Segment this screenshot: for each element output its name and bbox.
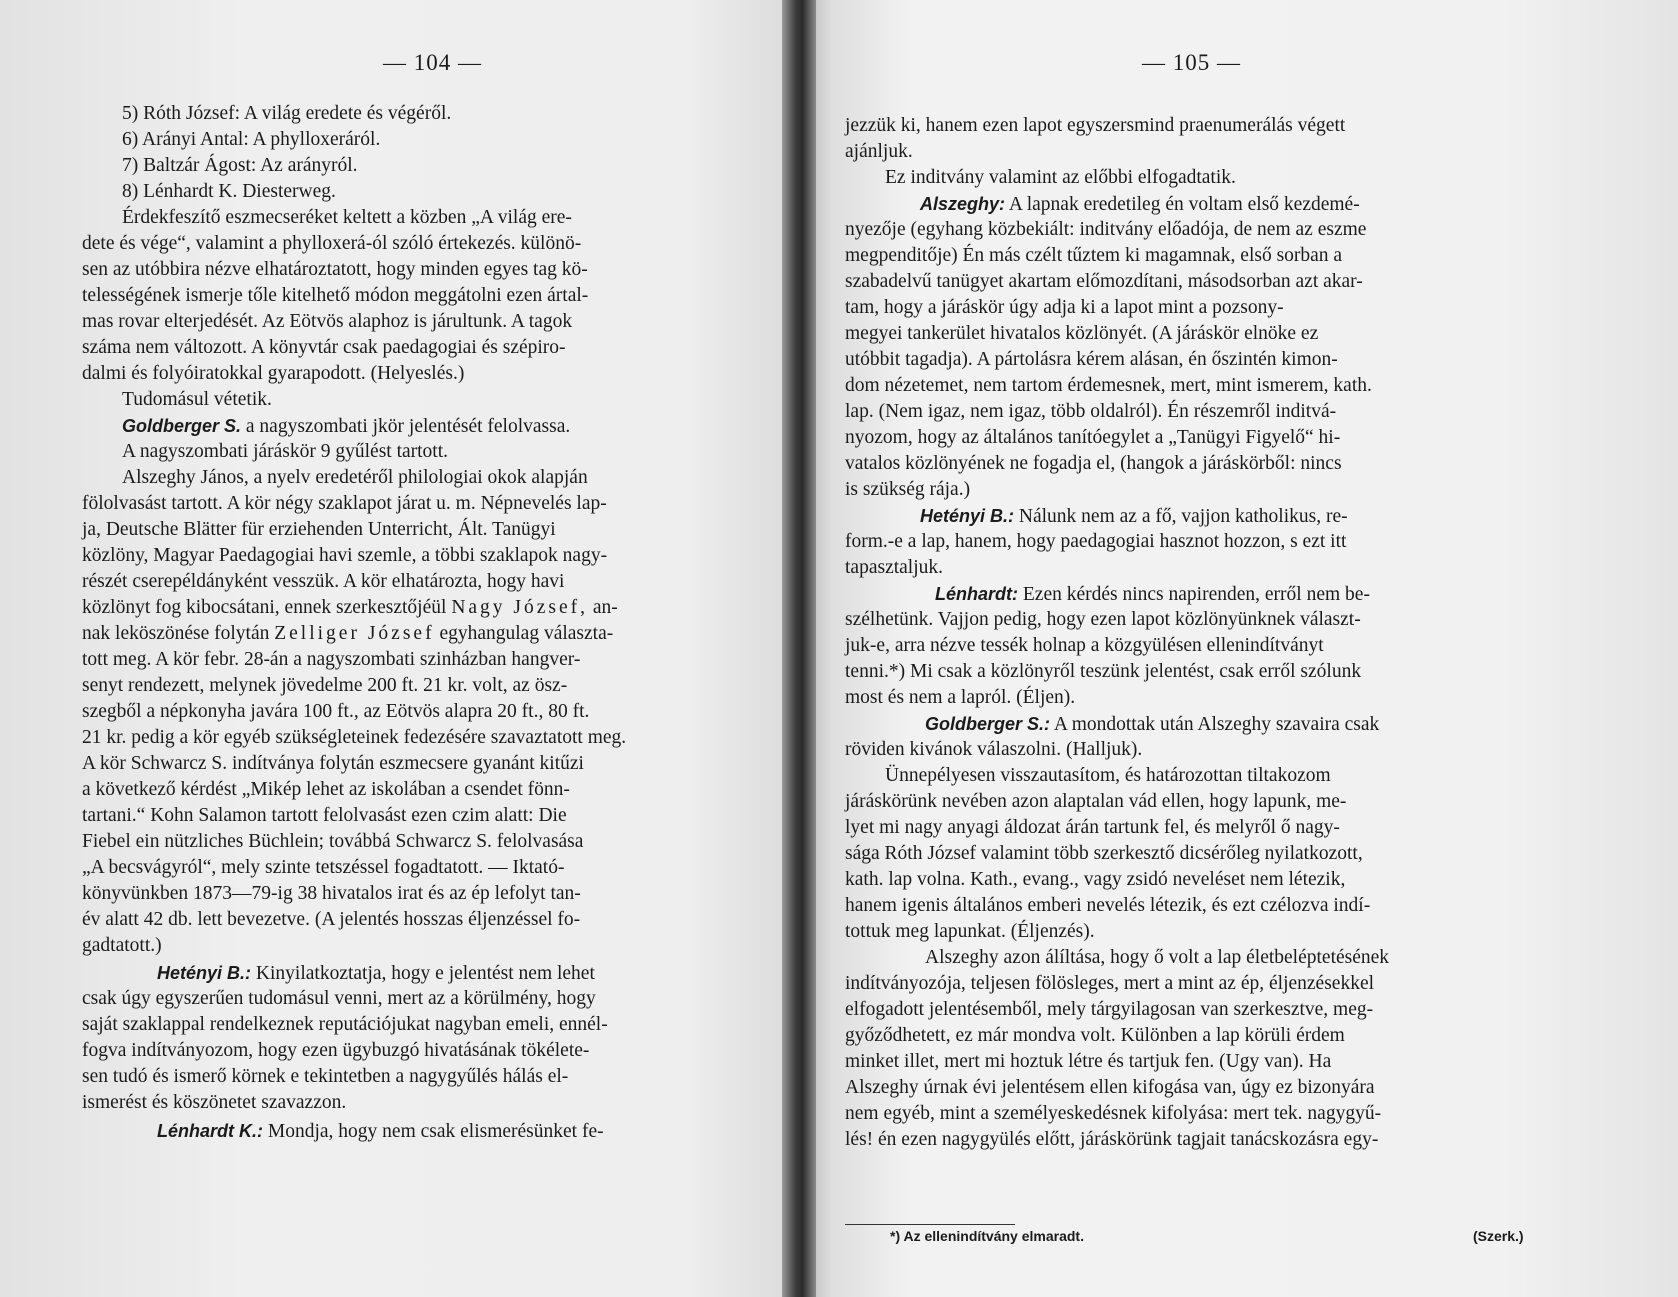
text-line: indítványozója, teljesen fölösleges, mert a mint az ép, éljenzésekkel <box>845 973 1375 994</box>
text-line: 5) Róth József: A világ eredete és végéről. <box>122 103 452 124</box>
text-line: hanem igenis általános emberi nevelés létezik, és ezt czélozva indí- <box>845 895 1371 916</box>
text-line: juk-e, arra nézve tessék holnap a közgyülésen ellenindítványt <box>845 635 1324 656</box>
text-line: megyei tankerület hivatalos közlönyét. (A járáskör elnöke ez <box>845 323 1319 344</box>
text-line: ajánljuk. <box>845 141 913 162</box>
text-line: Nálunk nem az a fő, vajjon katholikus, re- <box>1018 506 1348 527</box>
text-line: „A becsvágyról“, mely szinte tetszéssel fogadtatott. — Iktató- <box>82 857 565 878</box>
text-line: közlönyt fog kibocsátani, ennek szerkesztőjéül <box>82 597 447 618</box>
text-line: gadtatott.) <box>82 935 162 956</box>
text-line: Érdekfeszítő eszmecseréket keltett a közben „A világ ere- <box>122 207 572 228</box>
speaker-name: Alszeghy: <box>920 194 1006 214</box>
left-page <box>0 0 806 1297</box>
text-line: jezzük ki, hanem ezen lapot egyszersmind praenumerálás végett <box>845 115 1346 136</box>
text-line: fölolvasást tartott. A kör négy szaklapot járat u. m. Népnevelés lap- <box>82 493 607 514</box>
text-line: sen tudó és ismerő körnek e tekintetben a nagygyűlés hálás el- <box>82 1066 569 1087</box>
text-line: megpenditője) Én más czélt tűztem ki magamnak, első sorban a <box>845 245 1343 266</box>
text-line: részét cserepéldányként vesszük. A kör elhatározta, hogy havi <box>82 571 565 592</box>
speaker-line <box>82 960 595 987</box>
text-line: könyvünkben 1873—79-ig 38 hivatalos irat és az ép lefolyt tan- <box>82 883 581 904</box>
text-line: tartani.“ Kohn Salamon tartott felolvasást ezen czim alatt: Die <box>82 805 567 826</box>
text-line: telességének ismerje tőle kitelhető módon meggátolni ezen ártal- <box>82 285 589 306</box>
speaker-line <box>845 581 1370 608</box>
text-line: csak úgy egyszerűen tudomásul venni, mert az a körülmény, hogy <box>82 988 596 1009</box>
speaker-name: Goldberger S.: <box>925 714 1051 734</box>
page-number-left: — 104 — <box>383 50 482 75</box>
speaker-line <box>82 413 570 440</box>
speaker-name: Lénhardt: <box>935 584 1018 604</box>
text-line: Ez inditvány valamint az előbbi elfogadtatik. <box>885 167 1236 188</box>
text-line: röviden kivánok válaszolni. (Halljuk). <box>845 739 1143 760</box>
text-line: egyhangulag választa- <box>439 623 614 644</box>
text-line: 7) Baltzár Ágost: Az arányról. <box>122 155 358 176</box>
text-line: lyet mi nagy anyagi áldozat árán tartunk fel, és melyről ő nagy- <box>845 817 1340 838</box>
text-line: 8) Lénhardt K. Diesterweg. <box>122 181 336 202</box>
speaker-line <box>845 711 1379 738</box>
text-line: A kör Schwarcz S. indítványa folytán eszmecsere gyanánt kitűzi <box>82 753 584 774</box>
text-line: nem egyéb, mint a személyeskedésnek kifolyása: mert tek. nagygyű- <box>845 1103 1382 1124</box>
footnote-editor-note: (Szerk.) <box>1473 1228 1524 1244</box>
text-line: vatalos közlönyének ne fogadja el, (hangok a járáskörből: nincs <box>845 453 1342 474</box>
text-line: tenni.*) Mi csak a közlönyről teszünk jelentést, csak erről szólunk <box>845 661 1362 682</box>
text-line: év alatt 42 db. lett bevezetve. (A jelentés hosszas éljenzéssel fo- <box>82 909 581 930</box>
speaker-line <box>845 191 1360 218</box>
text-line: Ezen kérdés nincs napirenden, erről nem be- <box>1022 584 1370 605</box>
text-line: ismerést és köszönetet szavazzon. <box>82 1092 347 1113</box>
text-line: utóbbit tagadja). A pártolásra kérem alásan, én őszintén kimon- <box>845 349 1338 370</box>
text-line: minket illet, mert mi hoztuk létre és tartjuk fen. (Ugy van). Ha <box>845 1051 1332 1072</box>
text-line: tott meg. A kör febr. 28-án a nagyszombati szinházban hangver- <box>82 649 581 670</box>
text-line: 21 kr. pedig a kör egyéb szükségleteinek fedezésére szavaztatott meg. <box>82 727 627 748</box>
text-line: a nagyszombati jkör jelentését felolvassa. <box>245 416 571 437</box>
footnote: *) Az ellenindítvány elmaradt. <box>890 1228 1084 1244</box>
text-line: form.-e a lap, hanem, hogy paedagogiai hasznot hozzon, s ezt itt <box>845 531 1347 552</box>
text-line: sága Róth József valamint több szerkesztő dicsérőleg nyilatkozott, <box>845 843 1363 864</box>
text-line: dalmi és folyóiratokkal gyarapodott. (Helyeslés.) <box>82 363 465 384</box>
text-line: dete és vége“, valamint a phylloxerá-ól szóló értekezés. különö- <box>82 233 582 254</box>
speaker-line <box>82 1118 604 1145</box>
text-line: A lapnak eredetileg én voltam első kezdemé- <box>1008 194 1360 215</box>
speaker-name: Goldberger S. <box>122 416 242 436</box>
speaker-name: Hetényi B.: <box>157 963 252 983</box>
text-line: Alszeghy azon álíltása, hogy ő volt a lap életbeléptetésének <box>925 947 1390 968</box>
text-line: mas rovar elterjedését. Az Eötvös alaphoz is járultunk. A tagok <box>82 311 573 332</box>
text-line: Mondja, hogy nem csak elismerésünket fe- <box>267 1121 604 1142</box>
text-line-with-name <box>82 621 613 647</box>
text-line: közlöny, Magyar Paedagogiai havi szemle, a többi szaklapok nagy- <box>82 545 608 566</box>
text-line: nyozom, hogy az általános tanítóegylet a „Tanügyi Figyelő“ hi- <box>845 427 1341 448</box>
text-line: elfogadott jelentésemből, mely tárgyilagosan van szerkesztve, meg- <box>845 999 1374 1020</box>
text-line: szabadelvű tanügyet akartam előmozdítani, másodsorban azt akar- <box>845 271 1363 292</box>
text-line: Kinyilatkoztatja, hogy e jelentést nem lehet <box>255 963 595 984</box>
speaker-name: Lénhardt K.: <box>157 1121 263 1141</box>
text-line: Fiebel ein nützliches Büchlein; továbbá Schwarcz S. felolvasása <box>82 831 584 852</box>
speaker-line <box>845 503 1348 530</box>
footnote-rule <box>845 1224 1015 1225</box>
text-line: dom nézetemet, nem tartom érdemesnek, mert, mint ismerem, kath. <box>845 375 1372 396</box>
text-line: tottuk meg lapunkat. (Éljenzés). <box>845 921 1095 942</box>
text-line: A nagyszombati járáskör 9 gyűlést tartott. <box>122 441 449 462</box>
hyphen-fragment: an- <box>592 597 618 618</box>
text-line: 6) Arányi Antal: A phylloxeráról. <box>122 129 381 150</box>
text-line: nak leköszönése folytán <box>82 623 270 644</box>
text-line: száma nem változott. A könyvtár csak paedagogiai és szépiro- <box>82 337 566 358</box>
text-line: fogva indítványozom, hogy ezen ügybuzgó hivatásának tökélete- <box>82 1040 590 1061</box>
text-line: Ünnepélyesen visszautasítom, és határozottan tiltakozom <box>885 765 1331 786</box>
text-line: ja, Deutsche Blätter für erziehenden Unterricht, Ált. Tanügyi <box>82 519 556 540</box>
text-line: tapasztaljuk. <box>845 557 944 578</box>
text-line: Alszeghy János, a nyelv eredetéről philologiai okok alapján <box>122 467 588 488</box>
text-line: Alszeghy úrnak évi jelentésem ellen kifogása van, úgy ez bizonyára <box>845 1077 1375 1098</box>
text-line: is szükség rája.) <box>845 479 971 500</box>
text-line-with-name <box>82 595 618 621</box>
text-line: szélhetünk. Vajjon pedig, hogy ezen lapot közlönyünknek választ- <box>845 609 1361 630</box>
speaker-name: Hetényi B.: <box>920 506 1015 526</box>
spaced-name: Zelliger József <box>274 623 435 644</box>
text-line: sen az utóbbira nézve elhatároztatott, hogy minden egyes tag kö- <box>82 259 588 280</box>
book-gutter <box>782 0 816 1297</box>
text-line: saját szaklappal rendelkeznek reputációjukat nagyban emeli, ennél- <box>82 1014 608 1035</box>
text-line: járáskörünk nevében azon alaptalan vád ellen, hogy lapunk, me- <box>845 791 1347 812</box>
text-line: A mondottak után Alszeghy szavaira csak <box>1053 714 1380 735</box>
text-line: szegből a népkonyha javára 100 ft., az Eötvös alapra 20 ft., 80 ft. <box>82 701 590 722</box>
text-line: most és nem a lapról. (Éljen). <box>845 687 1076 708</box>
text-line: Tudomásul vétetik. <box>122 389 272 410</box>
text-line: lap. (Nem igaz, nem igaz, több oldalról). Én részemről inditvá- <box>845 401 1337 422</box>
text-line: nyezője (egyhang közbekiált: inditvány előadója, de nem az eszme <box>845 219 1367 240</box>
text-line: lés! én ezen nagygyülés előtt, járáskörünk tagjait tanácskozásra egy- <box>845 1129 1379 1150</box>
page-number-right: — 105 — <box>1142 50 1241 75</box>
text-line: senyt rendezett, melynek jövedelme 200 ft. 21 kr. volt, az ösz- <box>82 675 568 696</box>
text-line: győződhetett, ez már mondva volt. Különben a lap körüli érdem <box>845 1025 1345 1046</box>
text-line: kath. lap volna. Kath., evang., vagy zsidó neveléset nem létezik, <box>845 869 1346 890</box>
text-line: tam, hogy a járáskör úgy adja ki a lapot mint a pozsony- <box>845 297 1284 318</box>
spaced-name: Nagy József, <box>451 597 589 618</box>
text-line: a következő kérdést „Mikép lehet az iskolában a csendet fönn- <box>82 779 570 800</box>
